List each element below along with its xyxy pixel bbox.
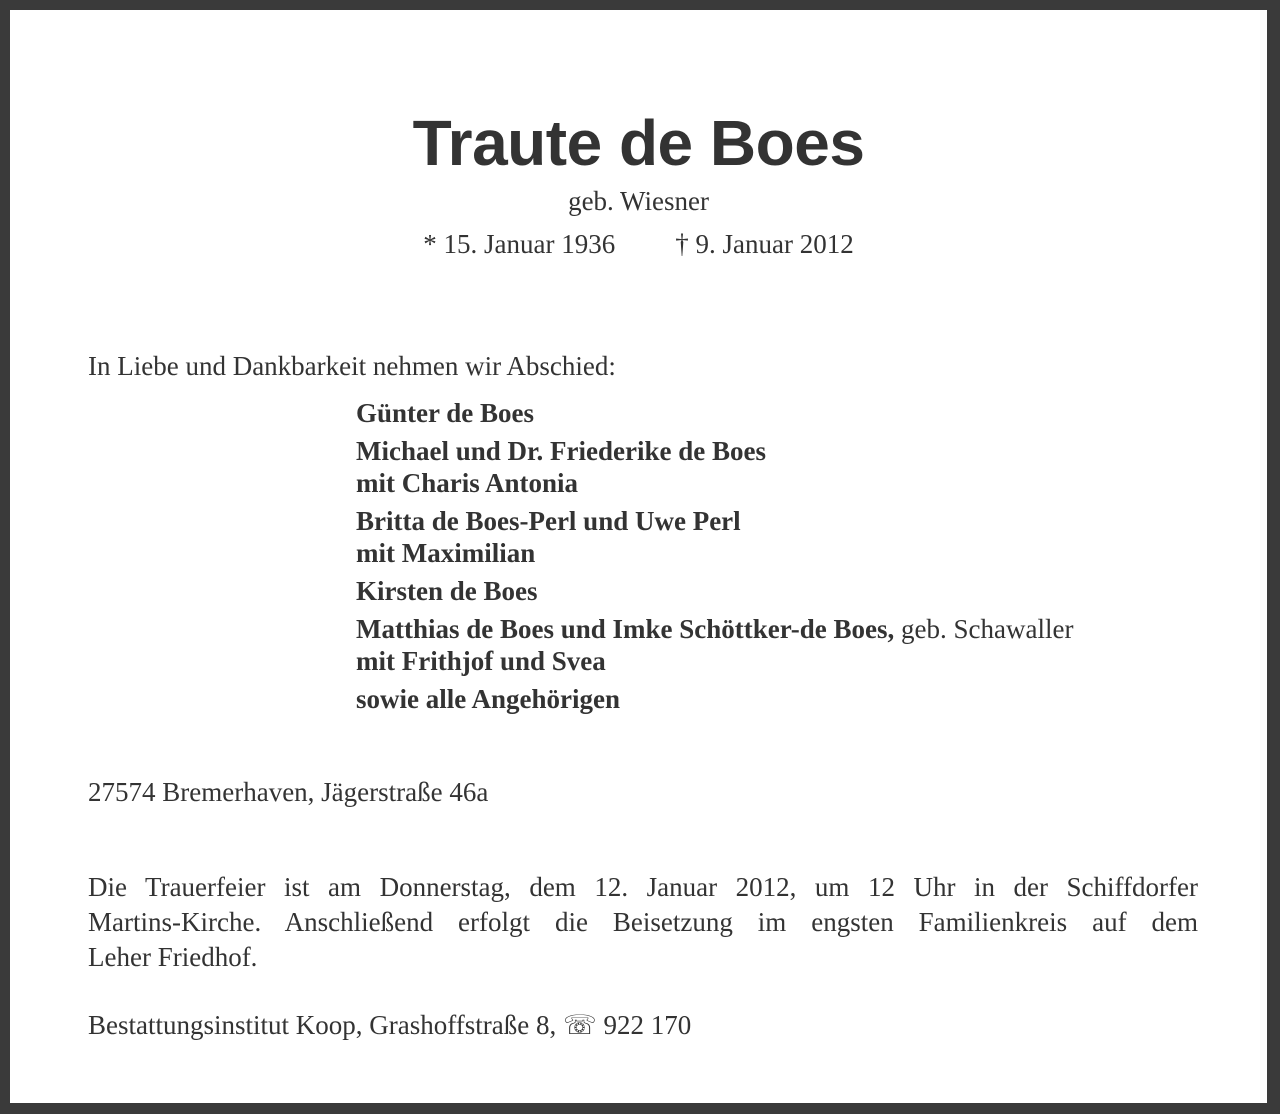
funeral-info-line: Die Trauerfeier ist am Donnerstag, dem 12. Januar 2012, um 12 Uhr in der Schiffdorfer — [88, 872, 1198, 902]
mourner-entry — [356, 505, 1073, 569]
mourner-entry — [356, 683, 1073, 715]
mourner-line: Günter de Boes — [356, 398, 535, 428]
farewell-intro: In Liebe und Dankbarkeit nehmen wir Abschied: — [88, 351, 616, 381]
birth-date: * 15. Januar 1936 — [423, 229, 616, 259]
mourner-line: mit Frithjof und Svea — [356, 646, 606, 676]
life-dates — [10, 228, 1267, 260]
mourner-line: mit Maximilian — [356, 538, 536, 568]
mourner-line — [356, 613, 1073, 645]
mourner-entry — [356, 613, 1073, 677]
mourner-line: sowie alle Angehörigen — [356, 684, 620, 714]
mourner-names: Matthias de Boes und Imke Schöttker-de Boes, — [356, 614, 895, 644]
family-address: 27574 Bremerhaven, Jägerstraße 46a — [88, 777, 489, 807]
mourner-line: Michael und Dr. Friederike de Boes — [356, 436, 766, 466]
funeral-info-line: Leher Friedhof. — [88, 942, 258, 972]
mourner-entry — [356, 435, 1073, 499]
mourner-line: Britta de Boes-Perl und Uwe Perl — [356, 506, 741, 536]
funeral-info-line: Martins-Kirche. Anschließend erfolgt die Beisetzung im engsten Familienkreis auf dem — [88, 907, 1198, 937]
undertaker-info: Bestattungsinstitut Koop, Grashoffstraße 8, ☏ 922 170 — [88, 1010, 692, 1040]
death-date: † 9. Januar 2012 — [675, 229, 854, 259]
mourners-list — [356, 397, 1073, 721]
obituary-notice — [10, 10, 1267, 1103]
maiden-name: geb. Wiesner — [568, 186, 709, 216]
mourner-line: Kirsten de Boes — [356, 576, 538, 606]
funeral-info — [88, 870, 1198, 975]
maiden-name-note: geb. Schawaller — [894, 614, 1074, 644]
deceased-name: Traute de Boes — [412, 107, 865, 179]
mourner-line: mit Charis Antonia — [356, 468, 579, 498]
mourner-entry — [356, 575, 1073, 607]
mourner-entry — [356, 397, 1073, 429]
